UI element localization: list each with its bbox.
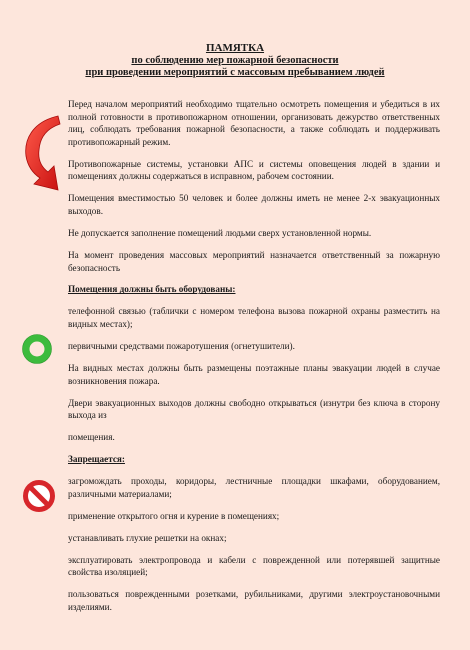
paragraph-exits: Помещения вместимостью 50 человек и более должны иметь не менее 2-х эвакуационных выходов. bbox=[68, 193, 440, 216]
memo-title: ПАМЯТКА bbox=[205, 42, 265, 54]
red-curved-arrow-icon bbox=[18, 112, 64, 194]
paragraph-sockets: пользоваться поврежденными розетками, рубильниками, другими электроустановочными изделиями. bbox=[68, 589, 440, 612]
paragraph-blocking: загромождать проходы, коридоры, лестничные площадки шкафами, оборудованием, различными материалами; bbox=[68, 476, 440, 499]
paragraph-extinguishers: первичными средствами пожаротушения (огнетушители). bbox=[68, 341, 295, 352]
paragraph-open-fire: применение открытого огня и курение в помещениях; bbox=[68, 510, 280, 521]
paragraph-wiring: эксплуатировать электропровода и кабели с поврежденной или потерявшей защитные свойства изоляцией; bbox=[68, 554, 440, 578]
forbidden-heading: Запрещается: bbox=[68, 454, 125, 465]
paragraph-responsible: На момент проведения массовых мероприятий назначается ответственный за пожарную безопасность bbox=[68, 249, 440, 273]
paragraph-evacuation-plans: На видных местах должны быть размещены поэтажные планы эвакуации людей в случае возникновения пожара. bbox=[68, 363, 440, 386]
paragraph-fire-systems: Противопожарные системы, установки АПС и системы оповещения людей в здании и помещениях должны содержаться в исправном, рабочем состоянии. bbox=[68, 158, 440, 182]
paragraph-phone: телефонной связью (таблички с номером телефона вызова пожарной охраны разместить на видных местах); bbox=[68, 306, 440, 330]
paragraph-window-bars: устанавливать глухие решетки на окнах; bbox=[68, 532, 227, 543]
paragraph-doors-cont: помещения. bbox=[68, 432, 115, 443]
prohibition-sign-icon bbox=[22, 479, 56, 513]
memo-subtitle-line-1: по соблюдению мер пожарной безопасности bbox=[131, 54, 339, 66]
memo-body bbox=[68, 98, 440, 623]
memo-subtitle-line-2: при проведении мероприятий с массовым пребыванием людей bbox=[85, 67, 385, 78]
paragraph-doors: Двери эвакуационных выходов должны свободно открываться (изнутри без ключа в сторону выхода из bbox=[68, 397, 440, 421]
equipment-heading: Помещения должны быть оборудованы: bbox=[68, 284, 236, 295]
green-ring-icon bbox=[22, 334, 52, 364]
memo-header bbox=[0, 42, 470, 80]
paragraph-inspection: Перед началом мероприятий необходимо тщательно осмотреть помещения и убедиться в их полной готовности в противопожарном отношении, организовать дежурство ответственных лиц, соблюдать требования пожарной безопасности, а также соблюдать и поддерживать противопожарный режим. bbox=[68, 99, 440, 147]
paragraph-capacity: Не допускается заполнение помещений людьми сверх установленной нормы. bbox=[68, 227, 372, 238]
